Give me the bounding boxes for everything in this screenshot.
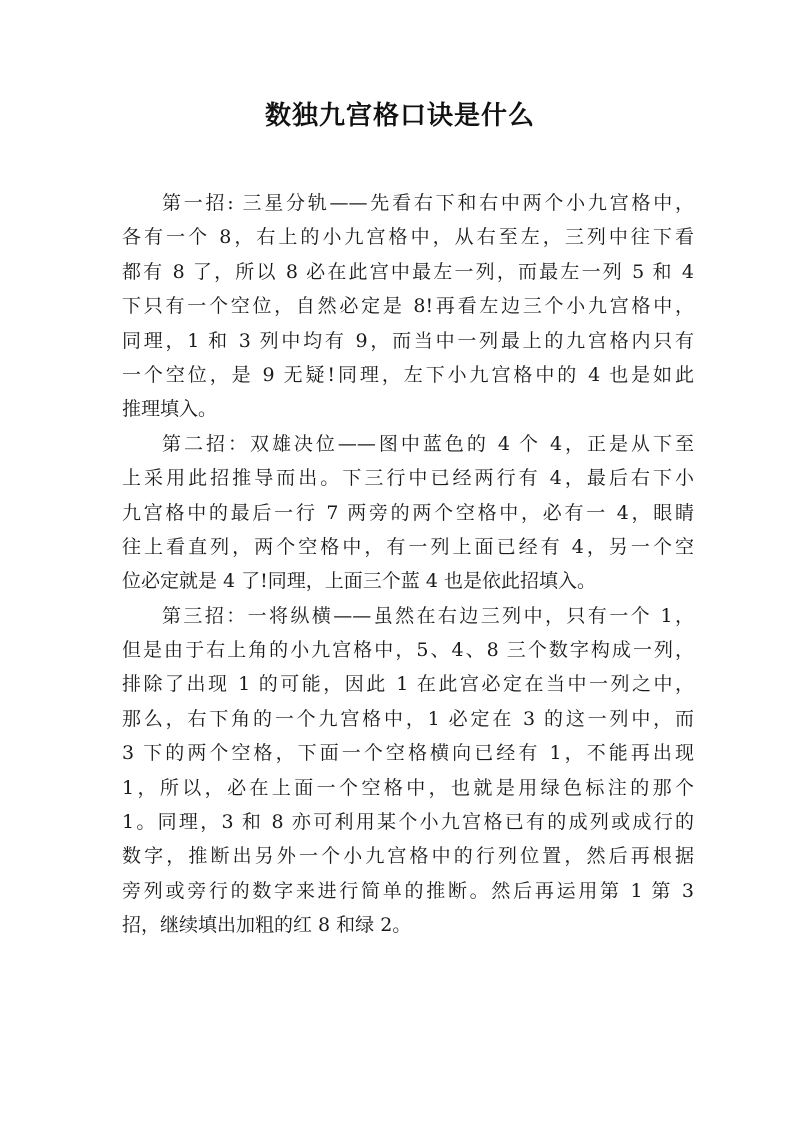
text-line: 九宫格中的最后一行 7 两旁的两个空格中，必有一 4，眼睛 bbox=[122, 501, 694, 524]
text-line: 那么，右下角的一个九宫格中，1 必定在 3 的这一列中，而 bbox=[122, 707, 694, 730]
text-line: 排除了出现 1 的可能，因此 1 在此宫必定在当中一列之中， bbox=[122, 673, 694, 696]
text-line: 都有 8 了，所以 8 必在此宫中最左一列，而最左一列 5 和 4 bbox=[122, 260, 694, 283]
text-line: 推理填入。 bbox=[122, 398, 218, 421]
text-line: 一个空位，是 9 无疑!同理，左下小九宫格中的 4 也是如此 bbox=[122, 363, 694, 386]
text-line: 各有一个 8，右上的小九宫格中，从右至左，三列中往下看 bbox=[122, 226, 694, 249]
text-line: 1，所以，必在上面一个空格中，也就是用绿色标注的那个 bbox=[122, 776, 694, 799]
paragraph-2 bbox=[122, 427, 694, 599]
text-line: 位必定就是 4 了!同理，上面三个蓝 4 也是依此招填入。 bbox=[122, 570, 596, 593]
paragraph-3 bbox=[122, 599, 694, 943]
text-line: 数字，推断出另外一个小九宫格中的行列位置，然后再根据 bbox=[122, 845, 694, 868]
text-line: 1。同理，3 和 8 亦可利用某个小九宫格已有的成列或成行的 bbox=[122, 811, 694, 834]
page-title: 数独九宫格口诀是什么 bbox=[264, 101, 535, 131]
text-line: 上采用此招推导而出。下三行中已经两行有 4，最后右下小 bbox=[122, 467, 694, 490]
text-line: 第一招: 三星分轨——先看右下和右中两个小九宫格中， bbox=[162, 192, 694, 214]
paragraph-1 bbox=[122, 186, 694, 427]
text-line: 但是由于右上角的小九宫格中，5、4、8 三个数字构成一列， bbox=[122, 639, 694, 662]
text-line: 旁列或旁行的数字来进行简单的推断。然后再运用第 1 第 3 bbox=[122, 879, 694, 902]
text-line: 下只有一个空位，自然必定是 8!再看左边三个小九宫格中， bbox=[122, 295, 694, 318]
text-line: 第三招：一将纵横——虽然在右边三列中，只有一个 1， bbox=[162, 604, 694, 627]
text-line: 第二招：双雄决位——图中蓝色的 4 个 4，正是从下至 bbox=[162, 432, 694, 455]
text-line: 3 下的两个空格，下面一个空格横向已经有 1，不能再出现 bbox=[122, 742, 694, 765]
text-line: 同理，1 和 3 列中均有 9，而当中一列最上的九宫格内只有 bbox=[122, 329, 694, 352]
document-body bbox=[122, 186, 694, 943]
text-line: 招，继续填出加粗的红 8 和绿 2。 bbox=[122, 914, 412, 937]
text-line: 往上看直列，两个空格中，有一列上面已经有 4，另一个空 bbox=[122, 535, 694, 558]
